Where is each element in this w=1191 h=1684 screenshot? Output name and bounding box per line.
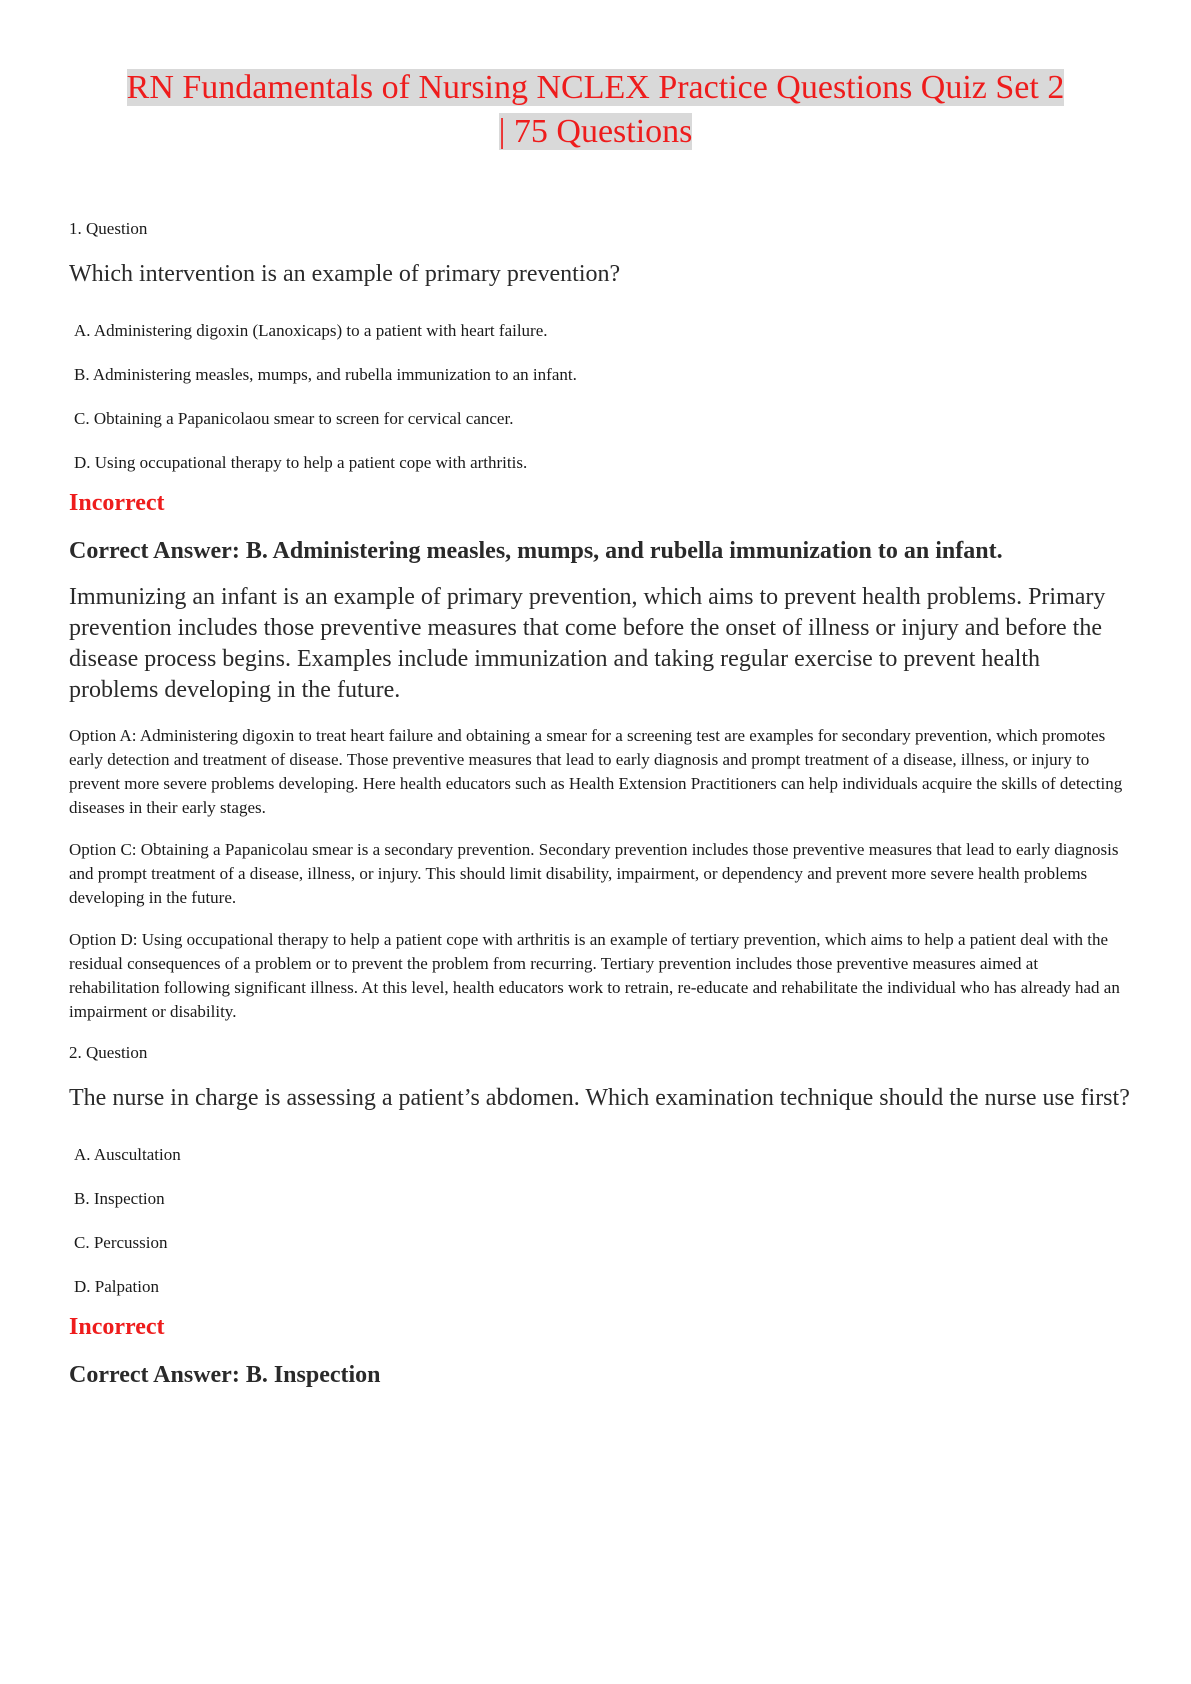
answer-option-c[interactable]: C. Percussion [74, 1233, 168, 1252]
correct-answer: Correct Answer: B. Administering measles, mumps, and rubella immunization to an infant. [69, 538, 1003, 564]
answer-option-d[interactable]: D. Using occupational therapy to help a patient cope with arthritis. [74, 453, 528, 472]
answer-options [74, 320, 1131, 474]
answer-options [74, 1144, 1131, 1298]
result-status: Incorrect [69, 1314, 165, 1340]
option-a-rationale: Option A: Administering digoxin to treat heart failure and obtaining a smear for a screening test are examples for secondary prevention, which promotes early detection and treatment of disease. Those preventive measures that lead to early diagnosis and prompt treatment of a disease, illness, or injury to prevent more severe problems developing. Here health educators such as Health Extension Practitioners can help individuals acquire the skills of detecting diseases in their early stages. [69, 726, 1123, 817]
option-d-rationale: Option D: Using occupational therapy to help a patient cope with arthritis is an example of tertiary prevention, which aims to help a patient deal with the residual consequences of a problem or to prevent the problem from recurring. Tertiary prevention includes those preventive measures aimed at rehabilitation following significant illness. At this level, health educators work to retrain, re-educate and rehabilitate the individual who has already had an impairment or disability. [69, 930, 1120, 1021]
explanation: Immunizing an infant is an example of primary prevention, which aims to prevent health problems. Primary prevention includes those preventive measures that come before the onset of illness or injury and before the disease process begins. Examples include immunization and taking regular exercise to prevent health problems developing in the future. [69, 584, 1106, 703]
option-c-rationale: Option C: Obtaining a Papanicolau smear is a secondary prevention. Secondary prevention includes those preventive measures that lead to early diagnosis and prompt treatment of a disease, illness, or injury. This should limit disability, impairment, or dependency and prevent more severe health problems developing in the future. [69, 840, 1119, 907]
correct-answer: Correct Answer: B. Inspection [69, 1362, 381, 1388]
question-text: The nurse in charge is assessing a patient’s abdomen. Which examination technique should the nurse use first? [69, 1085, 1130, 1111]
question-label: 1. Question [69, 219, 148, 238]
quiz-content [69, 218, 1131, 1406]
document-title [70, 66, 1121, 154]
question-2 [69, 1042, 1131, 1390]
question-text: Which intervention is an example of primary prevention? [69, 261, 621, 287]
answer-option-d[interactable]: D. Palpation [74, 1277, 159, 1296]
title-line-1: RN Fundamentals of Nursing NCLEX Practice Questions Quiz Set 2 [126, 69, 1065, 106]
answer-option-b[interactable]: B. Administering measles, mumps, and rubella immunization to an infant. [74, 365, 577, 384]
result-status: Incorrect [69, 490, 165, 516]
answer-option-b[interactable]: B. Inspection [74, 1189, 165, 1208]
title-line-2: | 75 Questions [498, 113, 693, 150]
question-1 [69, 218, 1131, 1024]
answer-option-a[interactable]: A. Administering digoxin (Lanoxicaps) to a patient with heart failure. [74, 321, 548, 340]
answer-option-c[interactable]: C. Obtaining a Papanicolaou smear to screen for cervical cancer. [74, 409, 514, 428]
answer-option-a[interactable]: A. Auscultation [74, 1145, 181, 1164]
question-label: 2. Question [69, 1043, 148, 1062]
